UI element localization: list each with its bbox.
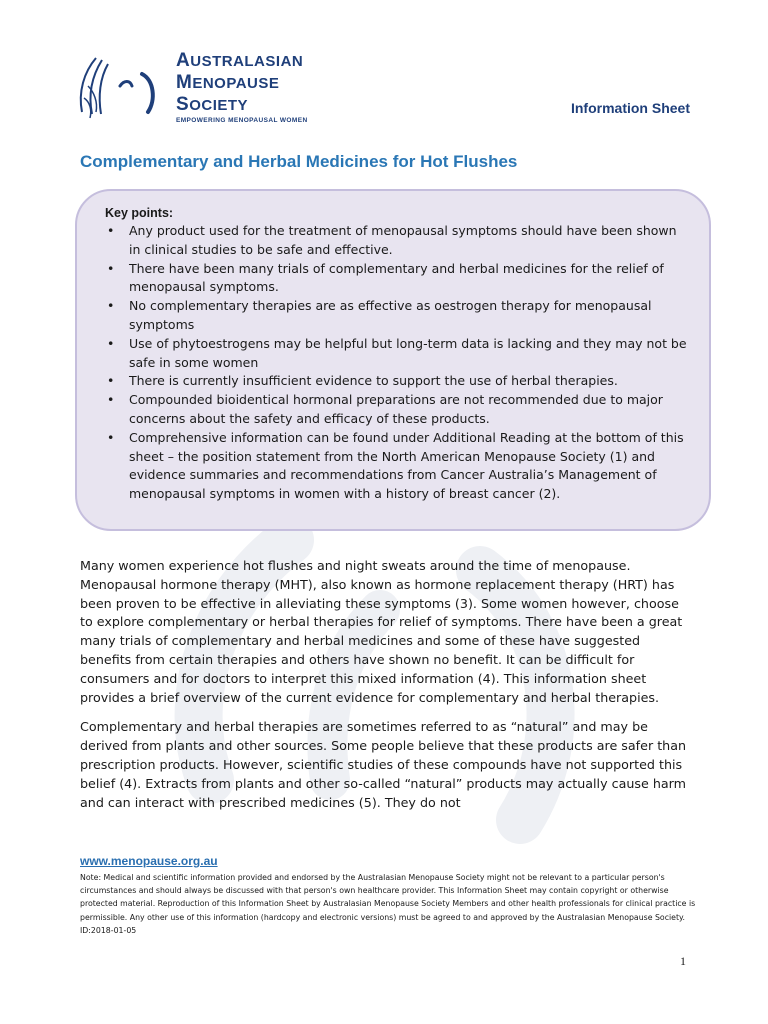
key-point-item: • There have been many trials of complementary and herbal medicines for the relief of menopausal symptoms.: [105, 260, 691, 298]
disclaimer-note: Note: Medical and scientific information provided and endorsed by the Australasian Menopause Society might not be relevant to a particular person's circumstances and should always be discussed with that person's own healthcare provider. This Information Sheet may contain copyright or otherwise protected material. Reproduction of this Information Sheet by Australasian Menopause Society Members and other health professionals for clinical practice is permissible. Any other use of this information (hardcopy and electronic versions) must be agreed to and approved by the Australasian Menopause Society. ID:2018-01-05: [80, 873, 696, 935]
header: [70, 48, 700, 138]
page-number: 1: [680, 954, 686, 968]
body-paragraph: Complementary and herbal therapies are sometimes referred to as “natural” and may be derived from plants and other sources. Some people believe that these products are safer than prescription products. However, scientific studies of these compounds have not supported this belief (4). Extracts from plants and other so-called “natural” products may actually cause harm and can interact with prescribed medicines (5). They do not: [80, 719, 687, 810]
website-link[interactable]: www.menopause.org.au: [80, 854, 218, 868]
key-points-box: [75, 189, 711, 531]
footer: [80, 850, 700, 937]
key-points-heading: Key points:: [105, 206, 174, 220]
org-name-line: AUSTRALASIAN: [176, 50, 304, 71]
org-name-line: MENOPAUSE: [176, 72, 280, 93]
org-tagline: EMPOWERING MENOPAUSAL WOMEN: [176, 117, 308, 124]
org-wordmark: [176, 50, 308, 124]
key-point-item: • Any product used for the treatment of menopausal symptoms should have been shown in clinical studies to be safe and effective.: [105, 222, 691, 260]
sheet-type-label: Information Sheet: [570, 100, 690, 116]
body-text: [80, 557, 692, 823]
key-point-item: • Comprehensive information can be found under Additional Reading at the bottom of this sheet – the position statement from the North American Menopause Society (1) and evidence summaries and recommendations from Cancer Australia’s Management of menopausal symptoms in women with a history of breast cancer (2).: [105, 429, 691, 504]
key-point-item: • No complementary therapies are as effective as oestrogen therapy for menopausal symptoms: [105, 297, 691, 335]
key-points-list: [105, 222, 691, 504]
body-paragraph: Many women experience hot flushes and night sweats around the time of menopause. Menopausal hormone therapy (MHT), also known as hormone replacement therapy (HRT) has been proven to be effective in alleviating these symptoms (3). Some women however, choose to explore complementary or herbal therapies for relief of symptoms. There have been a great many trials of complementary and herbal medicines and some of these have suggested benefits from certain therapies and others have shown no benefit. It can be difficult for consumers and for doctors to interpret this mixed information (4). This information sheet provides a brief overview of the current evidence for complementary and herbal therapies.: [80, 558, 683, 705]
menopause-society-logo-icon: [70, 48, 165, 128]
key-point-item: • Use of phytoestrogens may be helpful but long-term data is lacking and they may not be safe in some women: [105, 335, 691, 373]
page-title: Complementary and Herbal Medicines for Hot Flushes: [80, 152, 518, 171]
key-point-item: • There is currently insufficient evidence to support the use of herbal therapies.: [105, 372, 691, 391]
key-point-item: • Compounded bioidentical hormonal preparations are not recommended due to major concerns about the safety and efficacy of these products.: [105, 391, 691, 429]
org-name-line: SOCIETY: [176, 94, 249, 115]
